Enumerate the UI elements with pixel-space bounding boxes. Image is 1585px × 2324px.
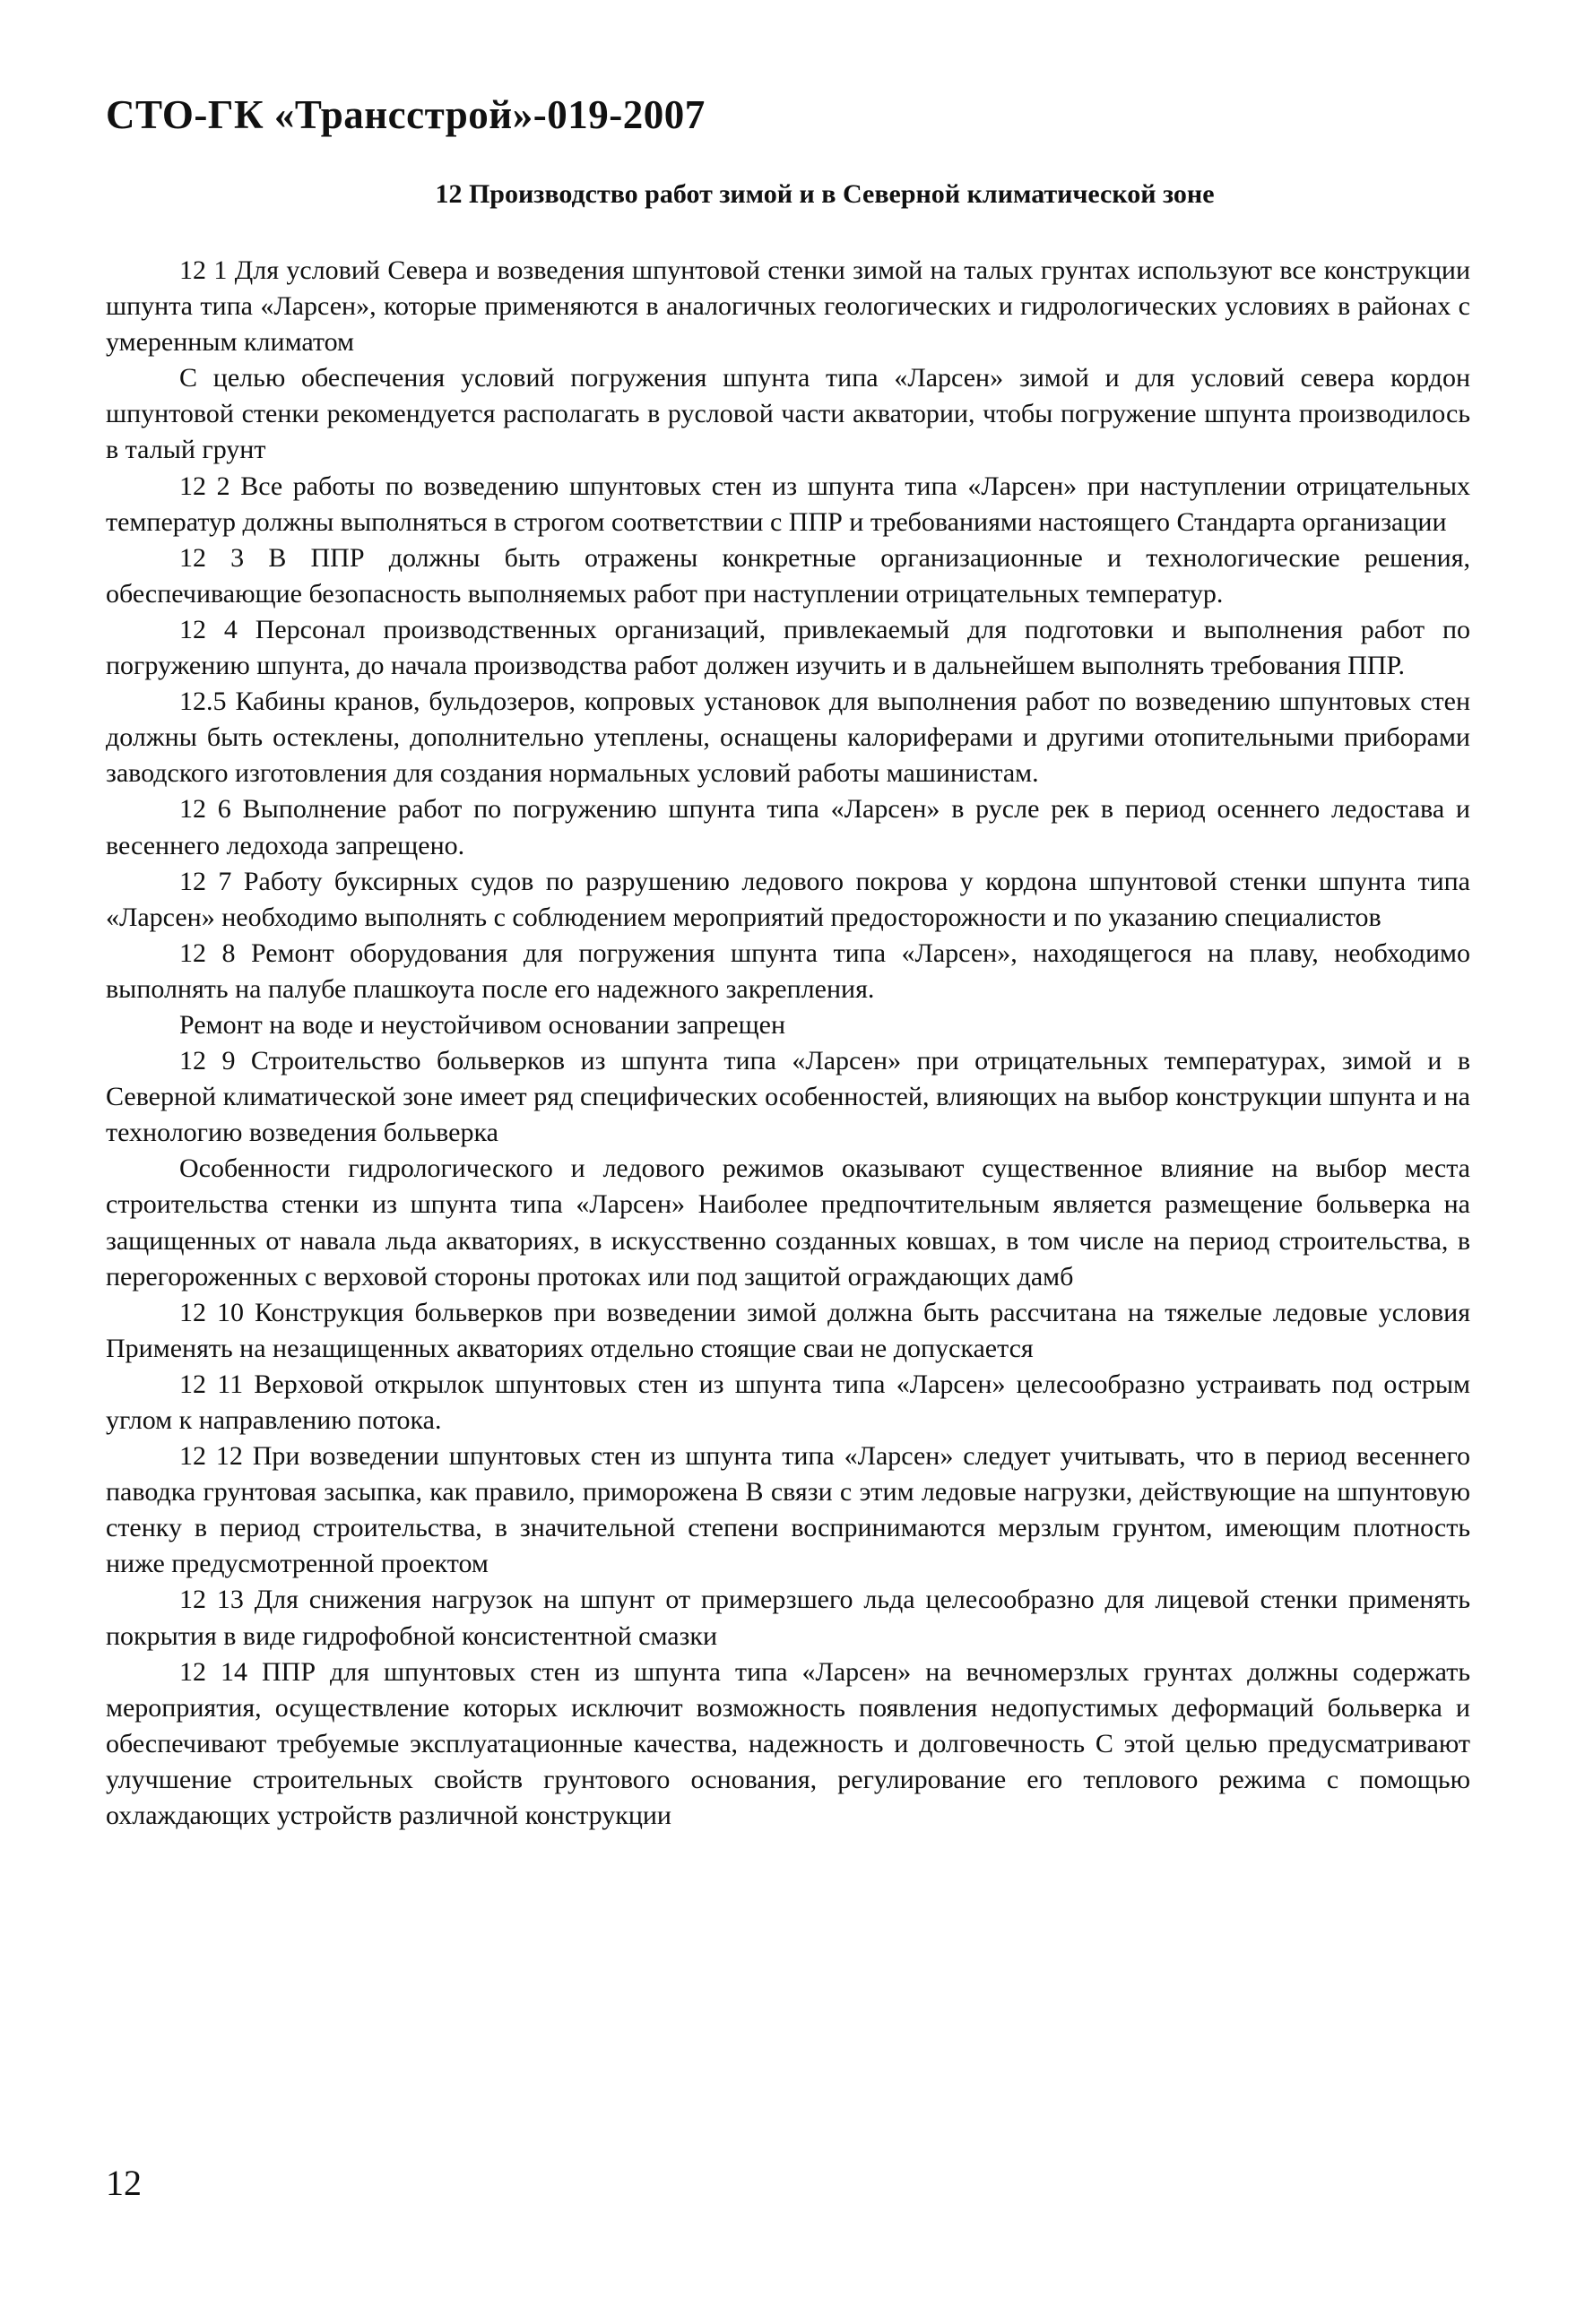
- paragraph-12-4: 12 4 Персонал производственных организаций, привлекаемый для подготовки и выполнения работ по погружению шпунта, до начала производства работ должен изучить и в дальнейшем выполнять требования ППР.: [106, 614, 1470, 681]
- page-number: 12: [106, 2163, 142, 2203]
- paragraph-12-3: 12 3 В ППР должны быть отражены конкретные организационные и технологические решения, обеспечивающие безопасность выполняемых работ при наступлении отрицательных температур.: [106, 542, 1470, 609]
- paragraph-12-13: 12 13 Для снижения нагрузок на шпунт от примерзшего льда целесообразно для лицевой стенки применять покрытия в виде гидрофобной консистентной смазки: [106, 1585, 1470, 1651]
- paragraph-12-10: 12 10 Конструкция больверков при возведении зимой должна быть рассчитана на тяжелые ледовые условия Применять на незащищенных акваториях отдельно стоящие сваи не допускается: [106, 1297, 1470, 1363]
- document-code-header: СТО-ГК «Трансстрой»-019-2007: [106, 92, 706, 137]
- paragraph-12-8: 12 8 Ремонт оборудования для погружения шпунта типа «Ларсен», находящегося на плаву, необходимо выполнять на палубе плашкоута после его надежного закрепления.: [106, 937, 1470, 1004]
- paragraph-12-7: 12 7 Работу буксирных судов по разрушению ледового покрова у кордона шпунтовой стенки шпунта типа «Ларсен» необходимо выполнять с соблюдением мероприятий предосторожности и по указанию специалистов: [106, 866, 1470, 932]
- paragraph-12-6: 12 6 Выполнение работ по погружению шпунта типа «Ларсен» в русле рек в период осеннего ледостава и весеннего ледохода запрещено.: [106, 794, 1470, 860]
- paragraph-12-9: 12 9 Строительство больверков из шпунта типа «Ларсен» при отрицательных температурах, зимой и в Северной климатической зоне имеет ряд специфических особенностей, влияющих на выбор конструкции шпунта и на технологию возведения больверка: [106, 1046, 1470, 1148]
- paragraph-12-5: 12.5 Кабины кранов, бульдозеров, копровых установок для выполнения работ по возведению шпунтовых стен должны быть остеклены, дополнительно утеплены, оснащены калориферами и другими отопительными приборами заводского изготовления для создания нормальных условий работы машинистам.: [106, 687, 1470, 789]
- paragraph-12-1: 12 1 Для условий Севера и возведения шпунтовой стенки зимой на талых грунтах используют все конструкции шпунта типа «Ларсен», которые применяются в аналогичных геологических и гидрологических условиях в районах с умеренным климатом: [106, 255, 1470, 358]
- section-title: 12 Производство работ зимой и в Северной климатической зоне: [435, 179, 1215, 209]
- paragraph-12-2: 12 2 Все работы по возведению шпунтовых стен из шпунта типа «Ларсен» при наступлении отрицательных температур должны выполняться в строгом соответствии с ППР и требованиями настоящего Стандарта организации: [106, 471, 1470, 537]
- paragraph-12-12: 12 12 При возведении шпунтовых стен из шпунта типа «Ларсен» следует учитывать, что в период весеннего паводка грунтовая засыпка, как правило, приморожена В связи с этим ледовые нагрузки, действующие на шпунтовую стенку в период строительства, в значительной степени воспринимаются мерзлым грунтом, имеющим плотность ниже предусмотренной проектом: [106, 1441, 1470, 1579]
- paragraph-12-11: 12 11 Верховой открылок шпунтовых стен из шпунта типа «Ларсен» целесообразно устраивать под острым углом к направлению потока.: [106, 1369, 1470, 1435]
- paragraph-12-14: 12 14 ППР для шпунтовых стен из шпунта типа «Ларсен» на вечномерзлых грунтах должны содержать мероприятия, осуществление которых исключит возможность появления недопустимых деформаций больверка и обеспечивают требуемые эксплуатационные качества, надежность и долговечность С этой целью предусматривают улучшение строительных свойств грунтового основания, регулирование его теплового режима с помощью охлаждающих устройств различной конструкции: [106, 1656, 1470, 1831]
- paragraph-12-1-continued: С целью обеспечения условий погружения шпунта типа «Ларсен» зимой и для условий севера кордон шпунтовой стенки рекомендуется располагать в русловой части акватории, чтобы погружение шпунта производилось в талый грунт: [106, 363, 1470, 465]
- document-body: [106, 253, 1470, 1834]
- paragraph-12-9-continued: Особенности гидрологического и ледового режимов оказывают существенное влияние на выбор места строительства стенки из шпунта типа «Ларсен» Наиболее предпочтительным является размещение больверка на защищенных от навала льда акваториях, в искусственно созданных ковшах, в том числе на период строительства, в перегороженных с верховой стороны протоках или под защитой ограждающих дамб: [106, 1153, 1470, 1292]
- paragraph-12-8-continued: Ремонт на воде и неустойчивом основании запрещен: [179, 1009, 786, 1040]
